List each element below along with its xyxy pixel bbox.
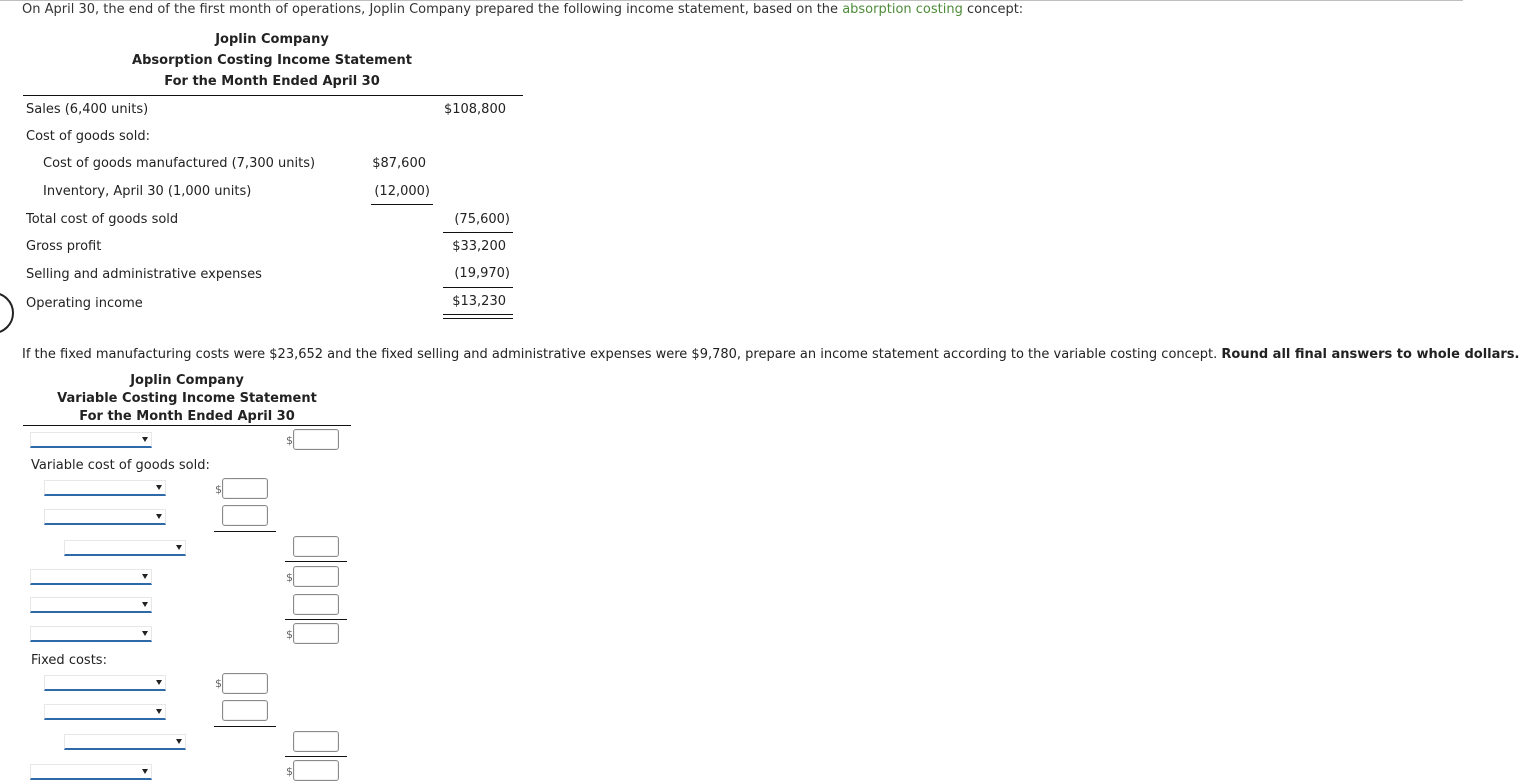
dropdown-arrow-icon: [142, 769, 148, 774]
fixed-costs-label: Fixed costs:: [31, 653, 107, 668]
vcogs-total-input[interactable]: [293, 536, 339, 557]
intro-text: On April 30, the end of the first month of operations, Joplin Company prepared the following income statement, based on the absorption costing concept:: [22, 2, 1024, 17]
sga-label: Selling and administrative expenses: [26, 267, 262, 282]
vcogs-item-2-input[interactable]: [222, 505, 268, 526]
line-1-amount-input[interactable]: [293, 429, 339, 450]
vcogs-item-1-input[interactable]: [222, 478, 268, 499]
sales-value: $108,800: [443, 102, 506, 117]
inventory-value: (12,000): [374, 184, 430, 199]
dropdown-arrow-icon: [156, 709, 162, 714]
dropdown-arrow-icon: [156, 514, 162, 519]
operating-income-label: Operating income: [26, 296, 143, 311]
fixed-item-1-input[interactable]: [222, 673, 268, 694]
sales-label: Sales (6,400 units): [26, 102, 149, 117]
currency-symbol: $: [286, 765, 293, 778]
cogs-label: Cost of goods sold:: [26, 129, 150, 144]
fixed-rule: [214, 726, 276, 727]
sga-rule: [443, 287, 513, 288]
vcogs-item-2-select[interactable]: [44, 509, 166, 525]
operating-income-select[interactable]: [30, 764, 152, 780]
variable-cogs-label: Variable cost of goods sold:: [31, 458, 210, 473]
gross-profit-label: Gross profit: [26, 239, 102, 254]
currency-symbol: $: [215, 483, 222, 496]
cgm-value: $87,600: [372, 156, 426, 171]
inventory-label: Inventory, April 30 (1,000 units): [43, 184, 252, 199]
total-cogs-label: Total cost of goods sold: [26, 212, 179, 227]
vcogs-total-rule: [285, 561, 347, 562]
operating-income-value: $13,230: [452, 294, 506, 309]
fixed-item-2-input[interactable]: [222, 700, 268, 721]
fixed-item-2-select[interactable]: [44, 704, 166, 720]
absorption-costing-link[interactable]: absorption costing: [842, 2, 963, 17]
currency-symbol: $: [286, 434, 293, 447]
inventory-rule: [371, 204, 433, 205]
variable-company: Joplin Company: [130, 373, 244, 388]
currency-symbol: $: [286, 628, 293, 641]
line-margin-input[interactable]: [293, 566, 339, 587]
line-1-select[interactable]: [30, 432, 152, 448]
fixed-total-input[interactable]: [293, 731, 339, 752]
operating-income-double-rule: [443, 314, 513, 319]
dropdown-arrow-icon: [142, 631, 148, 636]
line-margin-select[interactable]: [30, 569, 152, 585]
contribution-rule: [285, 619, 347, 620]
fixed-total-rule: [285, 756, 347, 757]
dropdown-arrow-icon: [142, 574, 148, 579]
line-variable-expense-select[interactable]: [30, 597, 152, 613]
sga-value: (19,970): [454, 266, 510, 281]
fixed-item-1-select[interactable]: [44, 675, 166, 691]
variable-period: For the Month Ended April 30: [79, 409, 295, 424]
operating-income-input[interactable]: [293, 760, 339, 781]
absorption-period: For the Month Ended April 30: [164, 74, 380, 89]
instruction-text: If the fixed manufacturing costs were $23,652 and the fixed selling and administrative expenses were $9,780, prepare an income statement according to the variable costing concept. Round all final answers to whole dollars.: [22, 347, 1519, 362]
vcogs-rule: [214, 531, 276, 532]
dropdown-arrow-icon: [142, 602, 148, 607]
currency-symbol: $: [215, 677, 222, 690]
variable-title: Variable Costing Income Statement: [57, 391, 317, 406]
cgm-label: Cost of goods manufactured (7,300 units): [43, 156, 316, 171]
total-cogs-rule: [443, 232, 513, 233]
scroll-marker-icon: [0, 292, 14, 334]
currency-symbol: $: [286, 571, 293, 584]
dropdown-arrow-icon: [142, 437, 148, 442]
gross-profit-value: $33,200: [452, 239, 506, 254]
line-contribution-select[interactable]: [30, 626, 152, 642]
top-border: [0, 0, 1463, 1]
dropdown-arrow-icon: [176, 739, 182, 744]
total-cogs-value: (75,600): [454, 212, 510, 227]
line-contribution-input[interactable]: [293, 623, 339, 644]
line-variable-expense-input[interactable]: [293, 594, 339, 615]
fixed-total-select[interactable]: [64, 734, 186, 750]
dropdown-arrow-icon: [156, 485, 162, 490]
header-rule: [23, 95, 523, 96]
absorption-company: Joplin Company: [215, 32, 329, 47]
variable-header-rule: [23, 425, 351, 426]
vcogs-item-1-select[interactable]: [44, 480, 166, 496]
absorption-title: Absorption Costing Income Statement: [132, 53, 412, 68]
dropdown-arrow-icon: [156, 680, 162, 685]
dropdown-arrow-icon: [176, 545, 182, 550]
vcogs-total-select[interactable]: [64, 540, 186, 556]
